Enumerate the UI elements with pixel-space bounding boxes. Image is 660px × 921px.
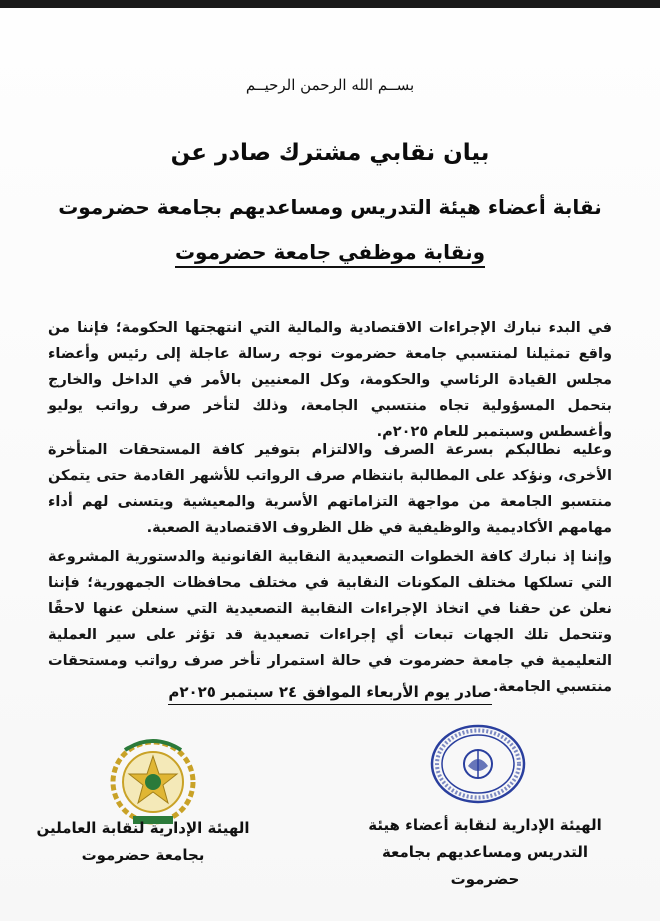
- employees-union-seal: [103, 730, 203, 828]
- signature-right-line-3: حضرموت: [450, 870, 520, 888]
- paragraph-1: في البدء نبارك الإجراءات الاقتصادية والمالية التي انتهجتها الحكومة؛ فإننا من واقع تمثيلنا لمنتسبي جامعة حضرموت نوجه رسالة عاجلة إلى رئيس وأعضاء مجلس القيادة الرئاسي والحكومة، وكل المعنيين بالأمر في الداخل والخارج بتحمل المسؤولية تجاه منتسبي الجامعة، وذلك لتأخر صرف رواتب يوليو وأغسطس وسبتمبر للعام ٢٠٢٥م.: [48, 320, 612, 440]
- basmala: بســم الله الرحمن الرحيــم: [245, 76, 415, 94]
- signature-employees-union: [18, 815, 268, 869]
- signature-left-line-2: بجامعة حضرموت: [81, 846, 205, 864]
- faculty-union-stamp: [428, 722, 528, 806]
- paragraph-3: وإننا إذ نبارك كافة الخطوات التصعيدية النقابية القانونية والدستورية المشروعة التي تسلكها مختلف المكونات النقابية في مختلف محافظات الجمهورية؛ فإننا نعلن عن حقنا في اتخاذ الإجراءات النقابية التصعيدية التي سنعلن عنها لاحقًا وتتحمل تلك الجهات تبعات أي إجراءات تصعيدية قد تؤثر على سير العملية التعليمية في جامعة حضرموت في حالة استمرار تأخر صرف رواتب ومستحقات منتسبي الجامعة.: [48, 549, 612, 695]
- scan-top-edge: [0, 0, 660, 8]
- dateline-text: صادر يوم الأربعاء الموافق ٢٤ سبتمبر ٢٠٢٥م: [168, 683, 491, 705]
- paragraph-2: وعليه نطالبكم بسرعة الصرف والالتزام بتوفير كافة المستحقات المتأخرة الأخرى، ونؤكد على المطالبة بانتظام صرف الرواتب للأشهر القادمة حتى يتمكن منتسبو الجامعة من مواجهة التزاماتهم الأسرية والمعيشية ويتسنى لهم أداء مهامهم الأكاديمية والوظيفية في ظل الظروف الاقتصادية الصعبة.: [48, 442, 612, 536]
- union-name-employees: [0, 240, 660, 264]
- signature-right-line-2: التدريس ومساعديهم بجامعة: [381, 843, 589, 861]
- signature-left-line-1: الهيئة الإدارية لنقابة العاملين: [36, 819, 250, 837]
- dateline: [0, 683, 660, 701]
- signature-right-line-1: الهيئة الإدارية لنقابة أعضاء هيئة: [368, 816, 602, 834]
- union-name-employees-text: ونقابة موظفي جامعة حضرموت: [175, 240, 485, 268]
- union-name-faculty: نقابة أعضاء هيئة التدريس ومساعديهم بجامعة حضرموت: [58, 195, 602, 219]
- signature-faculty-union: [355, 812, 615, 893]
- statement-title: بيان نقابي مشترك صادر عن: [170, 140, 490, 166]
